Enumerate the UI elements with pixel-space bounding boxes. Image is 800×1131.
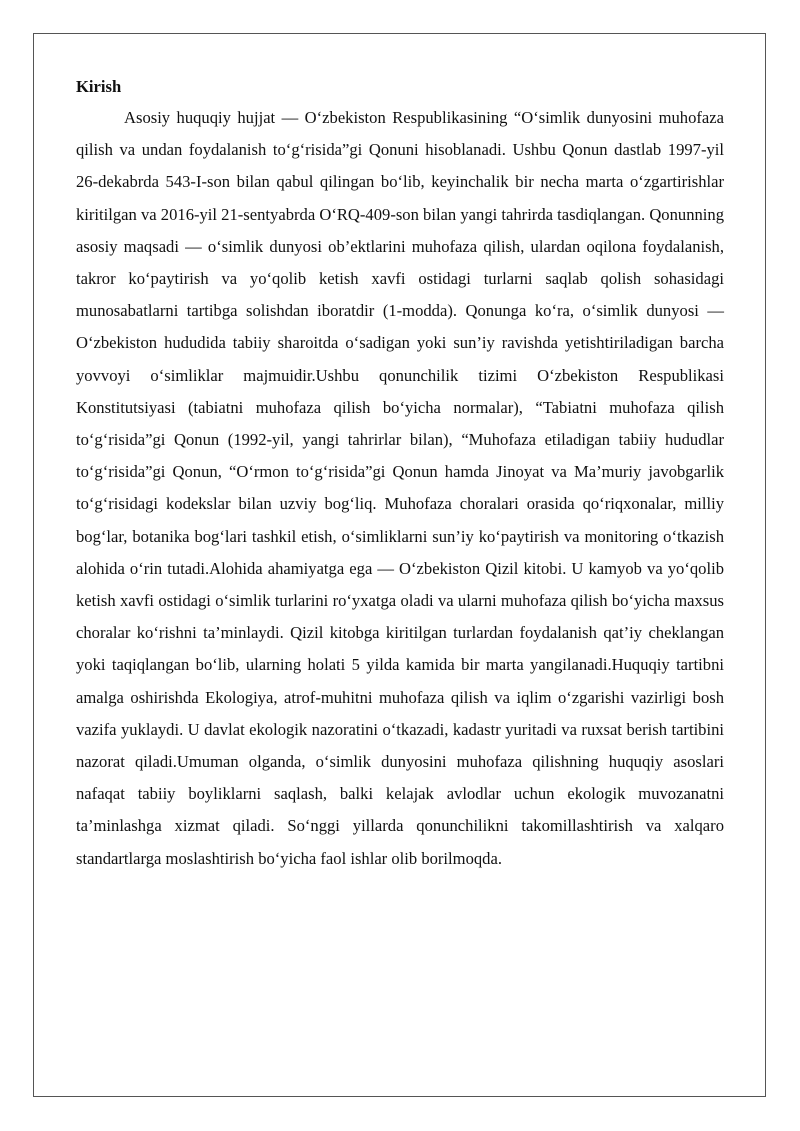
document-body	[76, 72, 724, 875]
body-paragraph: Asosiy huquqiy hujjat — O‘zbekiston Respublikasining “O‘simlik dunyosini muhofaza qilish va undan foydalanish to‘g‘risida”gi Qonuni hisoblanadi. Ushbu Qonun dastlab 1997-yil 26-dekabrda 543-I-son bilan qabul qilingan bo‘lib, keyinchalik bir necha marta o‘zgartirishlar kiritilgan va 2016-yil 21-sentyabrda O‘RQ-409-son bilan yangi tahrirda tasdiqlangan. Qonunning asosiy maqsadi — o‘simlik dunyosi ob’ektlarini muhofaza qilish, ulardan oqilona foydalanish, takror ko‘paytirish va yo‘qolib ketish xavfi ostidagi turlarni saqlab qolish sohasidagi munosabatlarni tartibga solishdan iboratdir (1-modda). Qonunga ko‘ra, o‘simlik dunyosi — O‘zbekiston hududida tabiiy sharoitda o‘sadigan yoki sun’iy ravishda yetishtiriladigan barcha yovvoyi o‘simliklar majmuidir.Ushbu qonunchilik tizimi O‘zbekiston Respublikasi Konstitutsiyasi (tabiatni muhofaza qilish bo‘yicha normalar), “Tabiatni muhofaza qilish to‘g‘risida”gi Qonun (1992-yil, yangi tahrirlar bilan), “Muhofaza etiladigan tabiiy hududlar to‘g‘risida”gi Qonun, “O‘rmon to‘g‘risida”gi Qonun hamda Jinoyat va Ma’muriy javobgarlik to‘g‘risidagi kodekslar bilan uzviy bog‘liq. Muhofaza choralari orasida qo‘riqxonalar, milliy bog‘lar, botanika bog‘lari tashkil etish, o‘simliklarni sun’iy ko‘paytirish va monitoring o‘tkazish alohida o‘rin tutadi.Alohida ahamiyatga ega — O‘zbekiston Qizil kitobi. U kamyob va yo‘qolib ketish xavfi ostidagi o‘simlik turlarini ro‘yxatga oladi va ularni muhofaza qilish bo‘yicha maxsus choralar ko‘rishni ta’minlaydi. Qizil kitobga kiritilgan turlardan foydalanish qat’iy cheklangan yoki taqiqlangan bo‘lib, ularning holati 5 yilda kamida bir marta yangilanadi.Huquqiy tartibni amalga oshirishda Ekologiya, atrof-muhitni muhofaza qilish va iqlim o‘zgarishi vazirligi bosh vazifa yuklaydi. U davlat ekologik nazoratini o‘tkazadi, kadastr yuritadi va ruxsat berish tartibini nazorat qiladi.Umuman olganda, o‘simlik dunyosini muhofaza qilishning huquqiy asoslari nafaqat tabiiy boyliklarni saqlash, balki kelajak avlodlar uchun ekologik muvozanatni ta’minlashga xizmat qiladi. So‘nggi yillarda qonunchilikni takomillashtirish va xalqaro standartlarga moslashtirish bo‘yicha faol ishlar olib borilmoqda.	[76, 108, 724, 868]
section-heading: Kirish	[76, 77, 122, 96]
